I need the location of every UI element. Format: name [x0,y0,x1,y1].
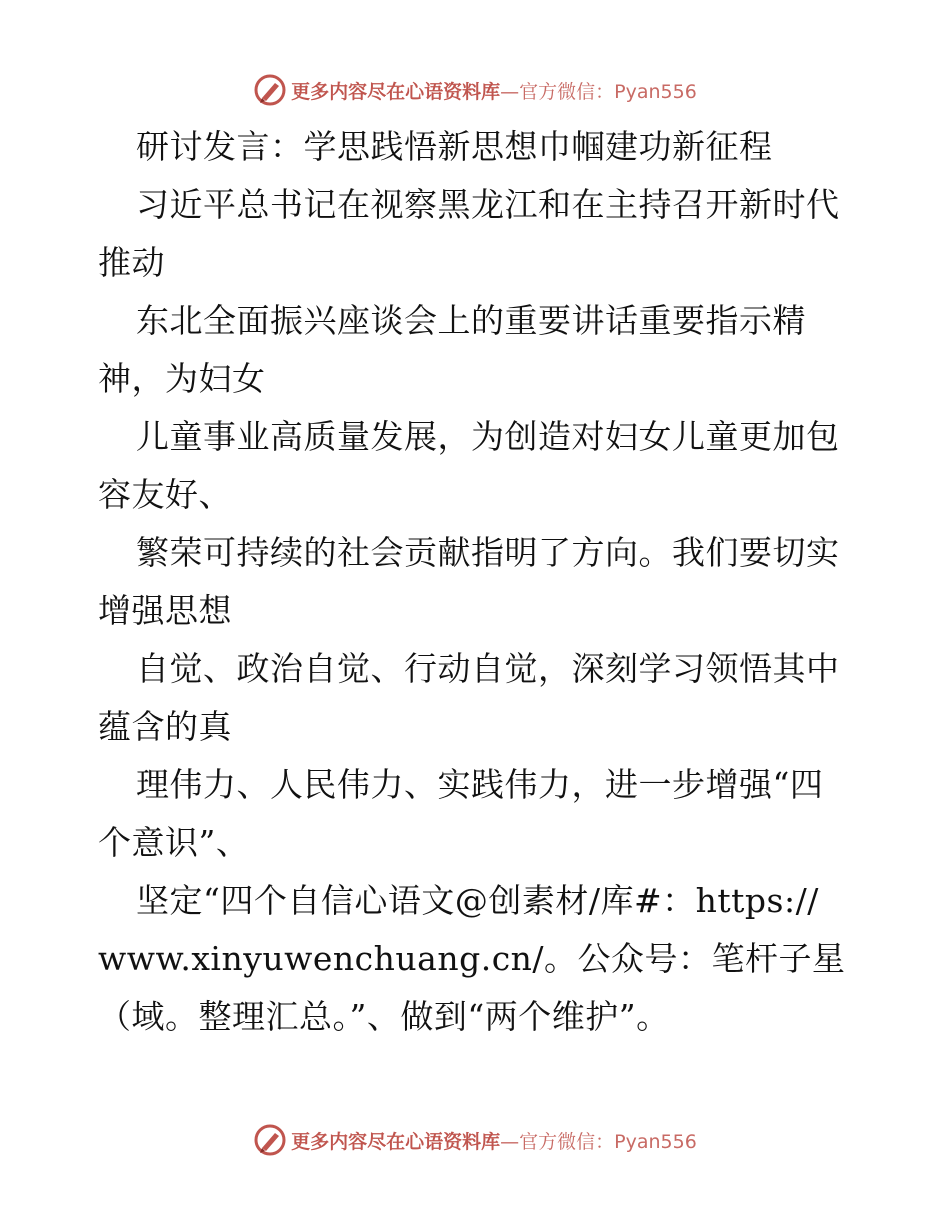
paragraph-line: 自觉、政治自觉、行动自觉，深刻学习领悟其中 [136,649,840,688]
footer-banner [0,1120,950,1160]
paragraph-line: 容友好、 [98,475,232,514]
footer-banner-text: 更多内容尽在心语资料库—官方微信：Pyan556 [291,1130,697,1153]
header-banner [0,70,950,110]
document-body [98,118,858,1046]
pen-logo-icon [253,73,287,107]
paragraph-line: 个意识”、 [98,823,250,862]
paragraph-line: 增强思想 [98,591,232,630]
paragraph-line: 神，为妇女 [98,359,266,398]
paragraph-line: 推动 [98,243,165,282]
paragraph-line: （域。整理汇总。”、做到“两个维护”。 [98,997,670,1036]
paragraph-line: 习近平总书记在视察黑龙江和在主持召开新时代 [136,185,840,224]
paragraph-line: 坚定“四个自信心语文@创素材/库#：https:// [136,881,819,920]
paragraph-line: 东北全面振兴座谈会上的重要讲话重要指示精 [136,301,806,340]
pen-logo-icon [253,1123,287,1157]
doc-title: 研讨发言：学思践悟新思想巾帼建功新征程 [136,127,773,166]
paragraph-line: 蕴含的真 [98,707,232,746]
header-banner-text: 更多内容尽在心语资料库—官方微信：Pyan556 [291,80,697,103]
paragraph-line: 理伟力、人民伟力、实践伟力，进一步增强“四 [136,765,824,804]
paragraph-line: 儿童事业高质量发展，为创造对妇女儿童更加包 [136,417,840,456]
paragraph-line: 繁荣可持续的社会贡献指明了方向。我们要切实 [136,533,840,572]
paragraph-line: www.xinyuwenchuang.cn/。公众号：笔杆子星 [98,939,846,978]
